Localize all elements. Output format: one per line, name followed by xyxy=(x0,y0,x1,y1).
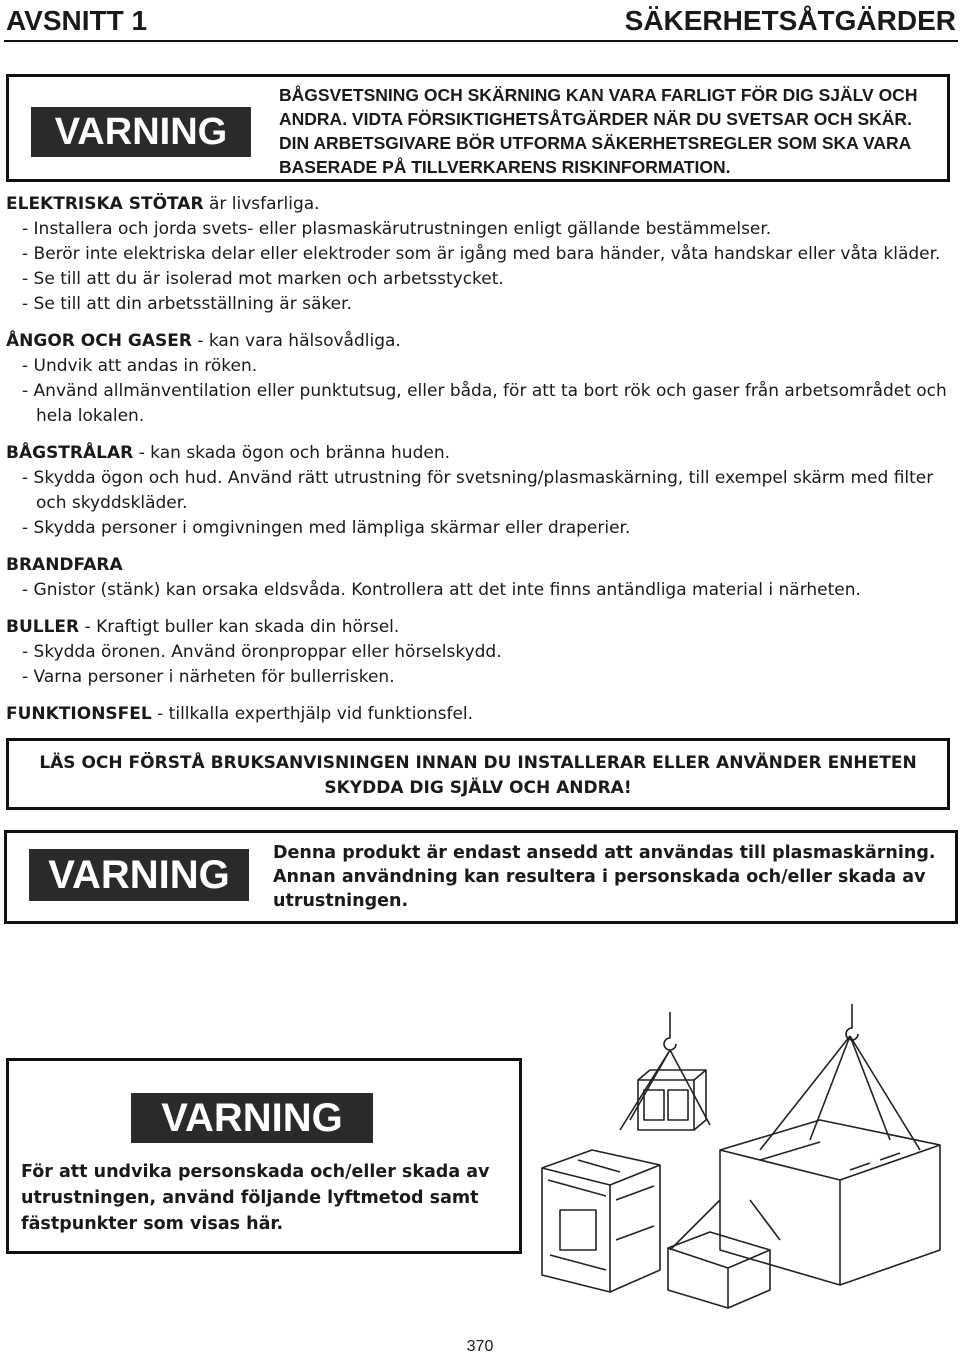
warning-line: BÅGSVETSNING OCH SKÄRNING KAN VARA FARLIGT FÖR DIG SJÄLV OCH xyxy=(279,85,918,105)
section-heading-suffix: - kan skada ögon och bränna huden. xyxy=(133,443,450,463)
warning-text: För att undvika personskada och/eller skada av utrustningen, använd följande lyftmetod samt fästpunkter som visas här. xyxy=(21,1162,490,1234)
list-item: - Skydda personer i omgivningen med lämpliga skärmar eller draperier. xyxy=(22,518,631,538)
warning-badge: VARNING xyxy=(31,107,251,157)
lifting-chain xyxy=(850,1036,890,1140)
lifting-diagram xyxy=(520,1000,960,1310)
list-item: - Berör inte elektriska delar eller elektroder som är igång med bara händer, våta handskar eller våta kläder. xyxy=(22,244,941,264)
section-heading: BRANDFARA xyxy=(6,555,123,575)
section-label: AVSNITT 1 xyxy=(6,5,148,36)
warning-badge: VARNING xyxy=(29,849,249,901)
warning-line: BASERADE PÅ TILLVERKARENS RISKINFORMATION. xyxy=(279,157,731,177)
notice-line-2: SKYDDA DIG SJÄLV OCH ANDRA! xyxy=(324,778,632,798)
safety-sections xyxy=(6,192,954,727)
warning-box-bottom xyxy=(6,1058,522,1254)
list-item: - Se till att din arbetsställning är säker. xyxy=(22,294,352,314)
section-electric xyxy=(6,192,954,317)
list-item: - Undvik att andas in röken. xyxy=(22,356,258,376)
list-item: - Skydda ögon och hud. Använd rätt utrustning för svetsning/plasmaskärning, till exempel skärm med filter och skyddskläder. xyxy=(22,468,934,513)
section-heading: FUNKTIONSFEL xyxy=(6,704,152,724)
page-number: 370 xyxy=(466,1338,494,1355)
page-header xyxy=(4,2,958,42)
lifting-hook-icon xyxy=(664,1012,676,1050)
cabinet-unit-icon xyxy=(542,1150,660,1292)
list-item: - Se till att du är isolerad mot marken och arbetsstycket. xyxy=(22,269,504,289)
notice-line-1: LÄS OCH FÖRSTÅ BRUKSANVISNINGEN INNAN DU INSTALLERAR ELLER ANVÄNDER ENHETEN xyxy=(39,753,917,773)
warning-box-top xyxy=(6,74,950,182)
section-fire xyxy=(6,553,954,603)
small-box-unit-icon xyxy=(668,1200,780,1308)
lifting-chain xyxy=(760,1036,850,1150)
warning-box-middle xyxy=(4,830,958,924)
warning-text xyxy=(279,83,949,179)
warning-badge: VARNING xyxy=(131,1093,373,1143)
section-heading: BÅGSTRÅLAR xyxy=(6,443,134,463)
lifting-chain xyxy=(670,1050,710,1125)
page-title: SÄKERHETSÅTGÄRDER xyxy=(624,5,956,36)
section-heading: BULLER xyxy=(6,617,80,637)
warning-line: DIN ARBETSGIVARE BÖR UTFORMA SÄKERHETSREGLER SOM SKA VARA xyxy=(279,133,912,153)
section-malfunction xyxy=(6,702,954,727)
section-arc-rays xyxy=(6,441,954,541)
section-noise xyxy=(6,615,954,690)
section-fumes xyxy=(6,329,954,429)
lifting-hook-icon xyxy=(846,1004,858,1040)
section-heading: ELEKTRISKA STÖTAR xyxy=(6,194,204,214)
list-item: - Skydda öronen. Använd öronproppar eller hörselskydd. xyxy=(22,642,502,662)
list-item: - Installera och jorda svets- eller plasmaskärutrustningen enligt gällande bestämmelser. xyxy=(22,219,772,239)
section-heading-suffix: är livsfarliga. xyxy=(203,194,320,214)
section-heading-suffix: - tillkalla experthjälp vid funktionsfel. xyxy=(151,704,474,724)
warning-line: ANDRA. VIDTA FÖRSIKTIGHETSÅTGÄRDER NÄR DU SVETSAR OCH SKÄR. xyxy=(279,109,912,129)
list-item: - Varna personer i närheten för bullerrisken. xyxy=(22,667,395,687)
read-manual-notice xyxy=(6,738,950,810)
section-heading-suffix: - Kraftigt buller kan skada din hörsel. xyxy=(79,617,400,637)
warning-text: Denna produkt är endast ansedd att användas till plasmaskärning. Annan användning kan resultera i personskada och/eller skada av utrustningen. xyxy=(273,843,936,911)
section-heading-suffix: - kan vara hälsovådliga. xyxy=(191,331,401,351)
box-unit-icon xyxy=(720,1120,940,1285)
list-item: - Gnistor (stänk) kan orsaka eldsvåda. Kontrollera att det inte finns antändliga material i närheten. xyxy=(22,580,861,600)
section-heading: ÅNGOR OCH GASER xyxy=(6,331,192,351)
list-item: - Använd allmänventilation eller punktutsug, eller båda, för att ta bort rök och gaser från arbetsområdet och hela lokalen. xyxy=(22,381,947,426)
